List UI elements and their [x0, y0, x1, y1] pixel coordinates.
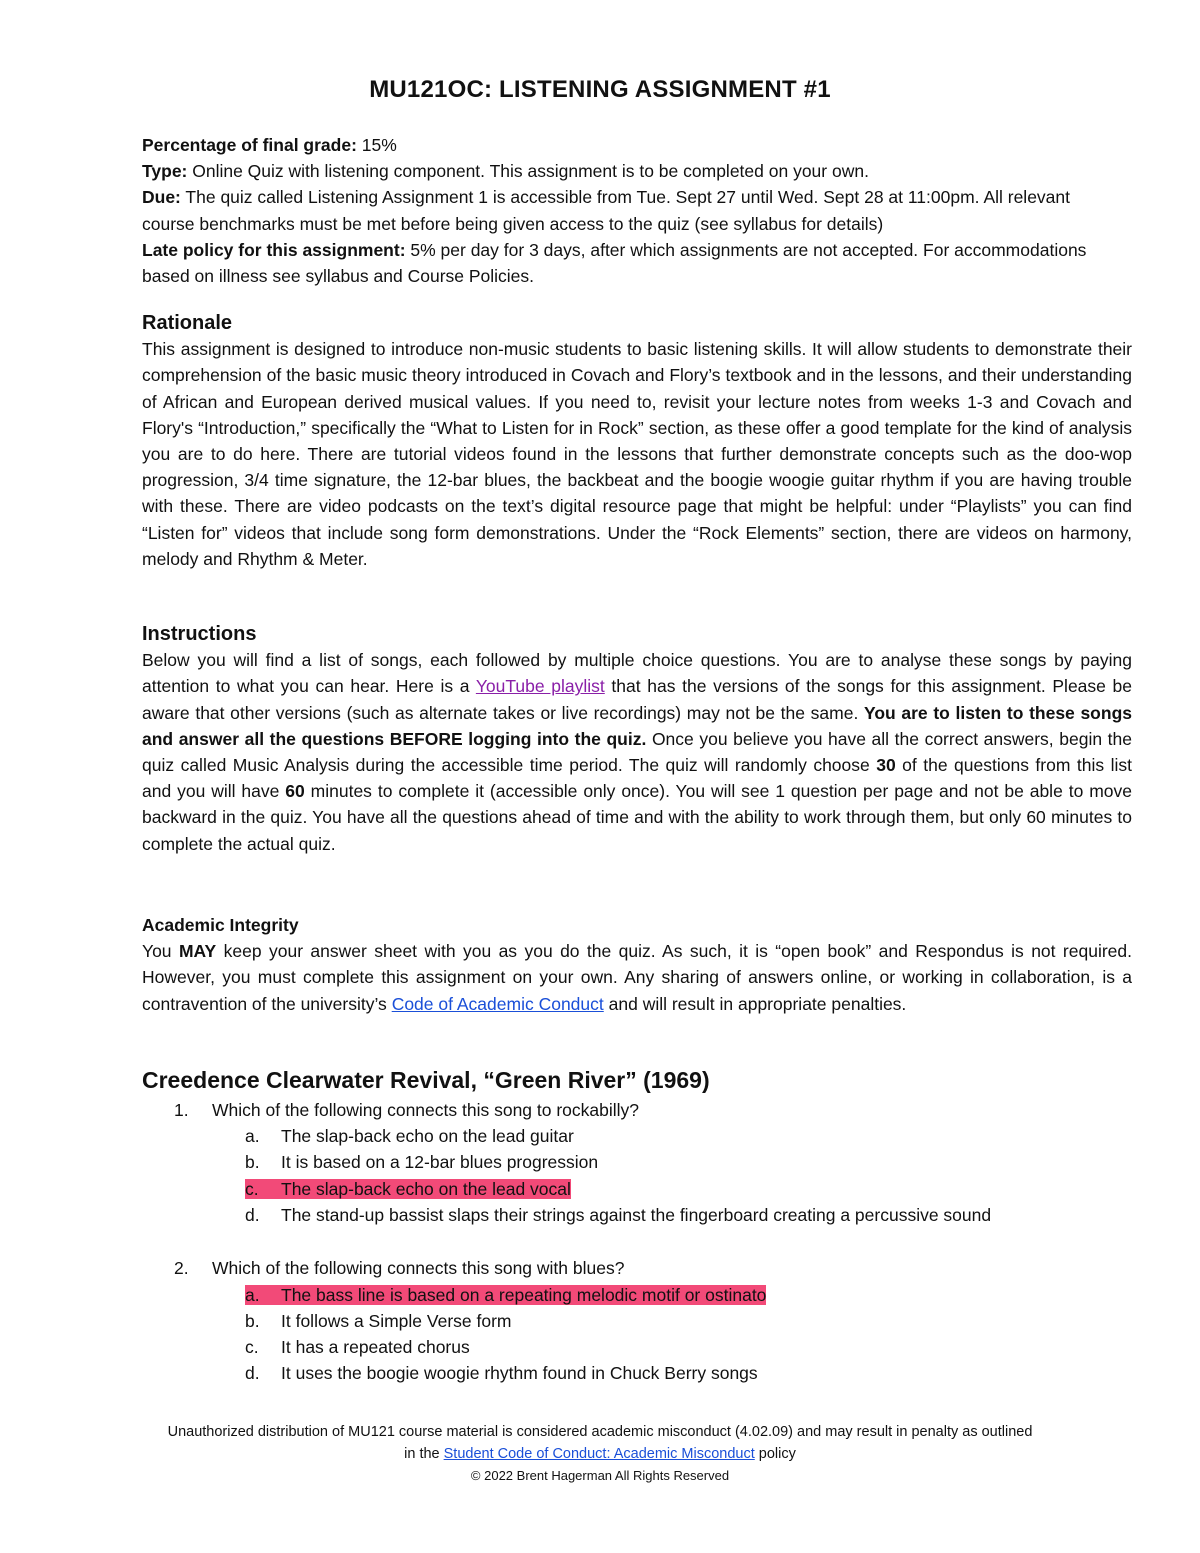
code-of-conduct-link[interactable]: Code of Academic Conduct: [391, 993, 604, 1014]
type-line: [142, 158, 1102, 184]
option-letter: d.: [245, 1363, 260, 1383]
copyright: © 2022 Brent Hagerman All Rights Reserved: [470, 1468, 730, 1483]
option-text: It uses the boogie woogie rhythm found in Chuck Berry songs: [281, 1363, 758, 1383]
option-1b: [245, 1149, 598, 1175]
rationale-text: This assignment is designed to introduce non-music students to basic listening skills. It will allow students to demonstrate their comprehension of the basic music theory introduced in Covach and Flory’s textbook and in the lessons, and their understanding of African and European derived musical values. If you need to, revisit your lecture notes from weeks 1-3 and Covach and Flory's “Introduction,” specifically the “What to Listen for in Rock” section, as these offer a good template for the kind of analysis you are to do here. There are tutorial videos found in the lessons that further demonstrate concepts such as the doo-wop progression, 3/4 time signature, the 12-bar blues, the backbeat and the boogie woogie guitar rhythm if you are having trouble with these. There are video podcasts on the text’s digital resource page that might be helpful: under “Playlists” you can find “Listen for” videos that include song form demonstrations. Under the “Rock Elements” section, there are videos on harmony, melody and Rhythm & Meter.: [142, 339, 1132, 569]
option-1c-highlighted: [245, 1176, 571, 1202]
answer-highlight: [245, 1285, 766, 1305]
late-label: Late policy for this assignment:: [142, 239, 406, 260]
question-number: 1.: [174, 1100, 189, 1120]
option-text: It has a repeated chorus: [281, 1337, 470, 1357]
integrity-text: [142, 938, 1132, 1017]
option-letter: d.: [245, 1205, 260, 1225]
instructions-part-2: that has the versions of the songs for this assignment. Please be aware that other versions (such as alternate takes or live recordings) may not be the same.: [142, 676, 1133, 723]
instructions-part-1: Below you will find a list of songs, each followed by multiple choice questions. You are to analyse these songs by paying attention to what you can hear. Here is a: [142, 650, 1132, 697]
option-letter: c.: [245, 1337, 259, 1357]
instructions-part-5: minutes to complete it (accessible only once). You will see 1 question per page and not be able to move backward in the quiz. You have all the questions ahead of time and with the ability to work through them, but only 60 minutes to complete the actual quiz.: [142, 781, 1132, 854]
option-2a-highlighted: [245, 1282, 766, 1308]
integrity-section: [142, 912, 1132, 1017]
option-text: The slap-back echo on the lead guitar: [281, 1126, 574, 1146]
rationale-heading: Rationale: [142, 312, 233, 334]
instructions-heading: Instructions: [142, 623, 257, 645]
option-1a: [245, 1123, 574, 1149]
due-label: Due:: [142, 187, 181, 208]
option-letter: b.: [245, 1311, 260, 1331]
integrity-part-2: keep your answer sheet with you as you do the quiz. As such, it is “open book” and Respondus is not required. However, you must complete this assignment on your own. Any sharing of answers online, or working in collaboration, is a contravention of the university’s: [142, 941, 1132, 1014]
option-letter: a.: [245, 1285, 260, 1305]
due-line: [142, 184, 1102, 236]
grade-value: 15%: [356, 135, 397, 155]
student-code-link[interactable]: Student Code of Conduct: Academic Misconduct: [443, 1445, 755, 1462]
type-label: Type:: [142, 161, 188, 182]
page-title: MU121OC: LISTENING ASSIGNMENT #1: [369, 76, 831, 103]
question-text: Which of the following connects this song with blues?: [212, 1258, 625, 1278]
option-2d: [245, 1360, 758, 1386]
option-1d: [245, 1202, 991, 1228]
answer-highlight: [245, 1179, 571, 1199]
grade-line: [142, 132, 1102, 158]
footer-notice: Unauthorized distribution of MU121 course material is considered academic misconduct (4.02.09) and may result in penalty as outlined: [167, 1424, 1033, 1440]
option-text: The bass line is based on a repeating melodic motif or ostinato: [281, 1285, 767, 1305]
late-value: 5% per day for 3 days, after which assignments are not accepted. For accommodations based on illness see syllabus and Course Policies.: [142, 239, 1087, 287]
integrity-part-1: You: [142, 941, 179, 962]
question-text: Which of the following connects this song to rockabilly?: [212, 1100, 640, 1120]
option-letter: a.: [245, 1126, 260, 1146]
option-text: The slap-back echo on the lead vocal: [281, 1179, 571, 1199]
late-policy-line: [142, 237, 1102, 289]
song-title: Creedence Clearwater Revival, “Green River” (1969): [142, 1067, 710, 1093]
question-2: [174, 1255, 624, 1281]
instructions-part-4: of the questions from this list and you will have: [142, 755, 1132, 802]
youtube-playlist-link[interactable]: YouTube playlist: [475, 676, 605, 697]
integrity-may: MAY: [178, 941, 217, 962]
due-value: The quiz called Listening Assignment 1 is accessible from Tue. Sept 27 until Wed. Sept 28 at 11:00pm. All relevant course benchmarks must be met before being given access to the quiz (see syllabus for details): [142, 187, 1071, 234]
instructions-bold: You are to listen to these songs and answer all the questions BEFORE logging into the quiz.: [142, 702, 1132, 749]
page-footer: [0, 1422, 1200, 1487]
question-number: 2.: [174, 1258, 189, 1278]
option-text: It is based on a 12-bar blues progression: [281, 1152, 599, 1172]
integrity-part-3: and will result in appropriate penalties.: [603, 993, 907, 1014]
instructions-section: [142, 621, 1132, 857]
option-text: The stand-up bassist slaps their strings against the fingerboard creating a percussive sound: [281, 1205, 992, 1225]
option-2b: [245, 1308, 512, 1334]
option-text: It follows a Simple Verse form: [281, 1311, 512, 1331]
footer-policy-line: [0, 1444, 1200, 1466]
minutes-count: 60: [285, 781, 305, 802]
option-letter: b.: [245, 1152, 260, 1172]
type-value: Online Quiz with listening component. This assignment is to be completed on your own.: [187, 161, 869, 182]
grade-label: Percentage of final grade:: [142, 135, 357, 155]
question-count: 30: [876, 755, 896, 776]
option-2c: [245, 1334, 470, 1360]
integrity-heading: Academic Integrity: [142, 915, 299, 935]
instructions-part-3: Once you believe you have all the correct answers, begin the quiz called Music Analysis during the accessible time period. The quiz will randomly choose: [142, 728, 1132, 776]
footer-post: policy: [754, 1445, 796, 1462]
footer-pre: in the: [404, 1445, 444, 1462]
option-letter: c.: [245, 1179, 259, 1199]
rationale-section: [142, 310, 1132, 572]
instructions-text: [142, 647, 1132, 857]
question-1: [174, 1097, 639, 1123]
assignment-meta: [142, 132, 1102, 289]
